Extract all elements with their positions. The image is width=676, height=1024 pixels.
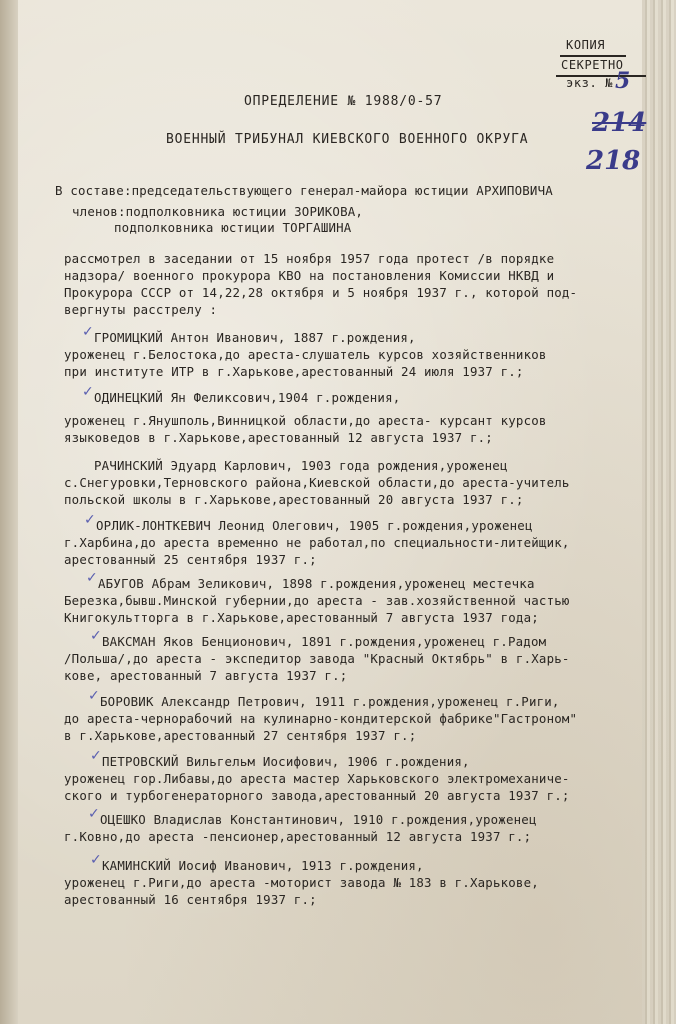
person-entry-line: в г.Харькове,арестованный 27 сентября 1937 г.; xyxy=(64,728,417,743)
person-entry-line: ПЕТРОВСКИЙ Вильгельм Иосифович, 1906 г.рождения, xyxy=(102,754,470,769)
person-entry-line: /Польша/,до ареста - экспедитор завода "Красный Октябрь" в г.Харь- xyxy=(64,651,570,666)
person-entry-line: арестованный 16 сентября 1937 г.; xyxy=(64,892,317,907)
person-entry-line: БОРОВИК Александр Петрович, 1911 г.рождения,уроженец г.Риги, xyxy=(100,694,560,709)
composition-line: членов:подполковника юстиции ЗОРИКОВА, xyxy=(72,204,364,219)
handwritten-number-crossed: 214 xyxy=(592,108,647,138)
checkmark-icon: ✓ xyxy=(90,748,102,764)
person-entry-line: Березка,бывш.Минской губернии,до ареста - зав.хозяйственной частью xyxy=(64,593,570,608)
person-entry-line: польской школы в г.Харькове,арестованный 20 августа 1937 г.; xyxy=(64,492,524,507)
intro-line: надзора/ военного прокурора КВО на постановления Комиссии НКВД и xyxy=(64,268,555,283)
person-entry-line: уроженец гор.Либавы,до ареста мастер Харьковского электромеханиче- xyxy=(64,771,570,786)
person-entry-line: ского и турбогенераторного завода,арестованный 20 августа 1937 г.; xyxy=(64,788,570,803)
checkmark-icon: ✓ xyxy=(82,384,94,400)
checkmark-icon: ✓ xyxy=(90,628,102,644)
person-entry-line: КАМИНСКИЙ Иосиф Иванович, 1913 г.рождения, xyxy=(102,858,424,873)
composition-line: В составе:председательствующего генерал-майора юстиции АРХИПОВИЧА xyxy=(55,183,553,198)
page-stack-edge xyxy=(642,0,676,1024)
person-entry-line: г.Ковно,до ареста -пенсионер,арестованный 12 августа 1937 г.; xyxy=(64,829,532,844)
intro-line: Прокурора СССР от 14,22,28 октября и 5 ноября 1937 г., которой под- xyxy=(64,285,578,300)
stamp-copy-number-value: 5 xyxy=(615,68,631,94)
person-entry-line: с.Снегуровки,Терновского района,Киевской области,до ареста-учитель xyxy=(64,475,570,490)
stamp-copy-number-label: экз. № xyxy=(566,76,613,90)
person-entry-line: арестованный 25 сентября 1937 г.; xyxy=(64,552,317,567)
person-entry-line: ОРЛИК-ЛОНТКЕВИЧ Леонид Олегович, 1905 г.рождения,уроженец xyxy=(96,518,533,533)
stamp-secret: СЕКРЕТНО xyxy=(561,58,624,72)
checkmark-icon: ✓ xyxy=(88,688,100,704)
person-entry-line: г.Харбина,до ареста временно не работал,по специальности-литейщик, xyxy=(64,535,570,550)
person-entry-line: ОДИНЕЦКИЙ Ян Феликсович,1904 г.рождения, xyxy=(94,390,401,405)
stamp-copy: КОПИЯ xyxy=(566,38,606,52)
person-entry-line: языковедов в г.Харькове,арестованный 12 августа 1937 г.; xyxy=(64,430,493,445)
checkmark-icon: ✓ xyxy=(84,512,96,528)
checkmark-icon: ✓ xyxy=(88,806,100,822)
person-entry-line: Книгокультторга в г.Харькове,арестованный 7 августа 1937 года; xyxy=(64,610,539,625)
person-entry-line: ГРОМИЦКИЙ Антон Иванович, 1887 г.рождения, xyxy=(94,330,416,345)
checkmark-icon: ✓ xyxy=(86,570,98,586)
person-entry-line: уроженец г.Белостока,до ареста-слушатель курсов хозяйственников xyxy=(64,347,547,362)
person-entry-line: при институте ИТР в г.Харькове,арестованный 24 июля 1937 г.; xyxy=(64,364,524,379)
document-title: ОПРЕДЕЛЕНИЕ № 1988/0-57 xyxy=(244,94,443,109)
tribunal-name: ВОЕННЫЙ ТРИБУНАЛ КИЕВСКОГО ВОЕННОГО ОКРУГА xyxy=(166,132,529,147)
intro-line: вергнуты расстрелу : xyxy=(64,302,218,317)
person-entry-line: кове, арестованный 7 августа 1937 г.; xyxy=(64,668,348,683)
checkmark-icon: ✓ xyxy=(82,324,94,340)
person-entry-line: РАЧИНСКИЙ Эдуард Карлович, 1903 года рождения,уроженец xyxy=(94,458,508,473)
person-entry-line: уроженец г.Риги,до ареста -моторист завода № 183 в г.Харькове, xyxy=(64,875,539,890)
binding-edge xyxy=(0,0,18,1024)
person-entry-line: АБУГОВ Абрам Зеликович, 1898 г.рождения,уроженец местечка xyxy=(98,576,535,591)
stamp-copy-underline xyxy=(560,55,626,57)
person-entry-line: ВАКСМАН Яков Бенционович, 1891 г.рождения,уроженец г.Радом xyxy=(102,634,547,649)
handwritten-page-number: 218 xyxy=(586,146,641,176)
composition-line: подполковника юстиции ТОРГАШИНА xyxy=(114,220,352,235)
checkmark-icon: ✓ xyxy=(90,852,102,868)
person-entry-line: уроженец г.Янушполь,Винницкой области,до ареста- курсант курсов xyxy=(64,413,547,428)
intro-line: рассмотрел в заседании от 15 ноября 1957 года протест /в порядке xyxy=(64,251,555,266)
person-entry-line: ОЦЕШКО Владислав Константинович, 1910 г.рождения,уроженец xyxy=(100,812,537,827)
person-entry-line: до ареста-чернорабочий на кулинарно-кондитерской фабрике"Гастроном" xyxy=(64,711,578,726)
